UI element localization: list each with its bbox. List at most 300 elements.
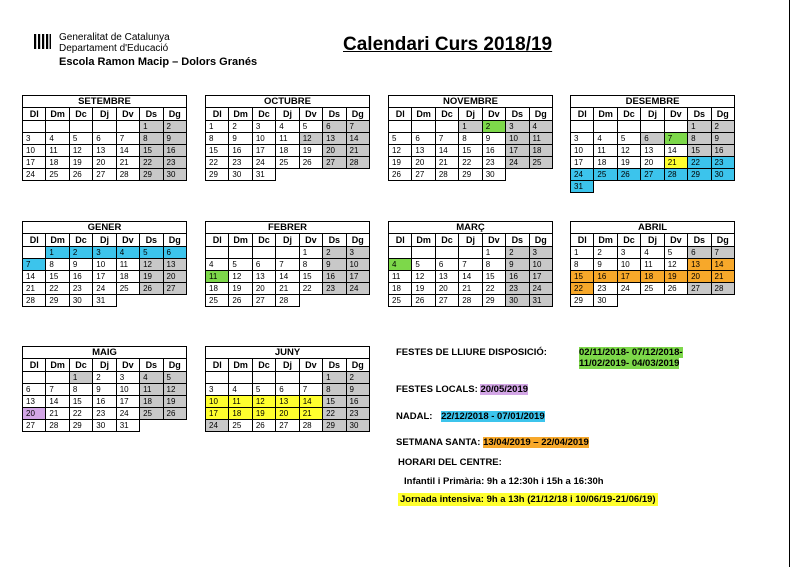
- weekday-header: Dl: [571, 234, 594, 247]
- day-cell: 6: [163, 247, 186, 259]
- org-line-2: Departament d'Educació: [59, 43, 169, 54]
- day-cell-empty: [276, 372, 299, 384]
- day-cell: 20: [276, 408, 299, 420]
- day-cell: 26: [140, 283, 163, 295]
- day-cell: 10: [506, 133, 529, 145]
- weekday-header: Dj: [459, 234, 482, 247]
- day-cell: 29: [206, 169, 229, 181]
- legend-festes-lliure-dates: [579, 347, 683, 369]
- org-line-1: Generalitat de Catalunya: [59, 32, 170, 43]
- day-cell: 28: [116, 169, 139, 181]
- day-cell: 15: [206, 145, 229, 157]
- weekday-header: Dv: [116, 234, 139, 247]
- page-right-border: [789, 0, 790, 567]
- week-row: [206, 283, 370, 295]
- day-cell-empty: [299, 295, 322, 307]
- day-cell: 11: [594, 145, 617, 157]
- day-cell: 22: [323, 408, 346, 420]
- horari-line-2: [398, 493, 658, 506]
- day-cell: 10: [93, 259, 116, 271]
- day-cell: 12: [299, 133, 322, 145]
- day-cell: 12: [252, 396, 275, 408]
- day-cell: 3: [346, 247, 369, 259]
- weekday-header: Dj: [641, 234, 664, 247]
- weekday-header: Dv: [482, 234, 505, 247]
- day-cell: 5: [617, 133, 640, 145]
- day-cell-empty: [529, 169, 552, 181]
- day-cell: 4: [116, 247, 139, 259]
- weekday-header: Ds: [140, 108, 163, 121]
- weekday-header: Dj: [641, 108, 664, 121]
- day-cell: 8: [482, 259, 505, 271]
- weekday-header: Dg: [711, 108, 734, 121]
- month-table: [22, 107, 187, 181]
- day-cell: 11: [206, 271, 229, 283]
- day-cell: 13: [163, 259, 186, 271]
- month-name: GENER: [22, 221, 187, 233]
- day-cell: 5: [664, 247, 687, 259]
- day-cell: 17: [252, 145, 275, 157]
- day-cell: 19: [69, 157, 92, 169]
- month-name: MAIG: [22, 346, 187, 358]
- month-maig: [22, 346, 187, 432]
- day-cell: 19: [299, 145, 322, 157]
- day-cell: 18: [229, 408, 252, 420]
- day-cell: 1: [140, 121, 163, 133]
- day-cell-empty: [252, 372, 275, 384]
- day-cell: 24: [206, 420, 229, 432]
- day-cell: 3: [529, 247, 552, 259]
- day-cell: 4: [140, 372, 163, 384]
- weekday-header: Dc: [252, 359, 275, 372]
- day-cell-empty: [617, 121, 640, 133]
- day-cell: 23: [163, 157, 186, 169]
- day-cell: 26: [163, 408, 186, 420]
- day-cell: 1: [46, 247, 69, 259]
- day-cell: 3: [116, 372, 139, 384]
- day-cell: 8: [571, 259, 594, 271]
- day-cell-empty: [641, 295, 664, 307]
- weekday-header: Dm: [412, 108, 435, 121]
- day-cell: 20: [435, 283, 458, 295]
- day-cell: 13: [412, 145, 435, 157]
- horari-line-2-text: Jornada intensiva: 9h a 13h (21/12/18 i 10/06/19-21/06/19): [400, 494, 656, 505]
- day-cell: 25: [389, 295, 412, 307]
- month-gener: [22, 221, 187, 307]
- day-cell: 17: [206, 408, 229, 420]
- day-cell: 4: [641, 247, 664, 259]
- day-cell: 1: [688, 121, 711, 133]
- day-cell: 31: [252, 169, 275, 181]
- day-cell: 26: [617, 169, 640, 181]
- day-cell: 18: [529, 145, 552, 157]
- day-cell: 29: [459, 169, 482, 181]
- day-cell-empty: [435, 121, 458, 133]
- day-cell-empty: [435, 247, 458, 259]
- week-row: [206, 420, 370, 432]
- day-cell: 28: [711, 283, 734, 295]
- day-cell: 28: [459, 295, 482, 307]
- day-cell-empty: [688, 181, 711, 193]
- weekday-header: Dg: [163, 108, 186, 121]
- day-cell: 19: [140, 271, 163, 283]
- week-row: [571, 271, 735, 283]
- day-cell: 14: [116, 145, 139, 157]
- weekday-header: Dv: [299, 234, 322, 247]
- weekday-header: Dm: [594, 108, 617, 121]
- weekday-header: Dg: [163, 234, 186, 247]
- day-cell: 16: [711, 145, 734, 157]
- day-cell-empty: [688, 295, 711, 307]
- day-cell: 4: [529, 121, 552, 133]
- month-novembre: [388, 95, 553, 181]
- day-cell: 31: [571, 181, 594, 193]
- week-row: [23, 247, 187, 259]
- day-cell: 15: [688, 145, 711, 157]
- day-cell: 14: [459, 271, 482, 283]
- day-cell: 7: [116, 133, 139, 145]
- day-cell-empty: [664, 295, 687, 307]
- day-cell: 28: [23, 295, 46, 307]
- day-cell: 15: [140, 145, 163, 157]
- day-cell: 5: [229, 259, 252, 271]
- day-cell-empty: [276, 247, 299, 259]
- day-cell: 7: [23, 259, 46, 271]
- day-cell: 3: [23, 133, 46, 145]
- day-cell: 12: [229, 271, 252, 283]
- week-row: [206, 157, 370, 169]
- setmana-santa-value: 13/04/2019 – 22/04/2019: [483, 437, 589, 448]
- day-cell-empty: [664, 121, 687, 133]
- day-cell: 26: [664, 283, 687, 295]
- day-cell: 26: [252, 420, 275, 432]
- month-table: [205, 233, 370, 307]
- day-cell-empty: [641, 181, 664, 193]
- day-cell: 7: [46, 384, 69, 396]
- day-cell: 25: [46, 169, 69, 181]
- festes-lliure-line-2: 11/02/2019- 04/03/2019: [579, 358, 680, 369]
- weekday-header: Dl: [206, 108, 229, 121]
- week-row: [206, 396, 370, 408]
- day-cell: 8: [140, 133, 163, 145]
- month-table: [22, 233, 187, 307]
- day-cell: 15: [323, 396, 346, 408]
- day-cell: 9: [506, 259, 529, 271]
- week-row: [571, 169, 735, 181]
- day-cell: 1: [69, 372, 92, 384]
- weekday-header: Dl: [389, 108, 412, 121]
- month-table: [570, 107, 735, 193]
- day-cell: 1: [459, 121, 482, 133]
- day-cell: 14: [711, 259, 734, 271]
- weekday-header: Ds: [323, 108, 346, 121]
- day-cell: 27: [23, 420, 46, 432]
- day-cell: 29: [482, 295, 505, 307]
- weekday-header: Dg: [346, 234, 369, 247]
- day-cell-empty: [206, 247, 229, 259]
- day-cell-empty: [412, 121, 435, 133]
- week-row: [571, 295, 735, 307]
- weekday-header: Dm: [229, 234, 252, 247]
- day-cell: 25: [116, 283, 139, 295]
- day-cell: 21: [435, 157, 458, 169]
- weekday-header: Ds: [323, 359, 346, 372]
- day-cell: 1: [299, 247, 322, 259]
- month-table: [205, 107, 370, 181]
- weekday-header: Dg: [346, 359, 369, 372]
- day-cell: 27: [93, 169, 116, 181]
- day-cell: 24: [23, 169, 46, 181]
- weekday-header: Dm: [229, 359, 252, 372]
- day-cell: 22: [571, 283, 594, 295]
- month-abril: [570, 221, 735, 307]
- day-cell: 28: [435, 169, 458, 181]
- day-cell: 26: [389, 169, 412, 181]
- week-row: [23, 259, 187, 271]
- day-cell: 30: [711, 169, 734, 181]
- day-cell: 1: [206, 121, 229, 133]
- day-cell: 28: [46, 420, 69, 432]
- week-row: [206, 145, 370, 157]
- weekday-header: Dl: [389, 234, 412, 247]
- week-row: [206, 408, 370, 420]
- day-cell: 26: [69, 169, 92, 181]
- day-cell: 28: [346, 157, 369, 169]
- day-cell: 12: [69, 145, 92, 157]
- day-cell: 29: [323, 420, 346, 432]
- day-cell: 14: [299, 396, 322, 408]
- day-cell: 18: [206, 283, 229, 295]
- day-cell-empty: [389, 121, 412, 133]
- day-cell: 24: [93, 283, 116, 295]
- day-cell: 6: [276, 384, 299, 396]
- day-cell: 20: [688, 271, 711, 283]
- day-cell: 28: [276, 295, 299, 307]
- day-cell: 6: [323, 121, 346, 133]
- week-row: [23, 145, 187, 157]
- weekday-header: Ds: [506, 234, 529, 247]
- month-setembre: [22, 95, 187, 181]
- legend-setmana-santa: [396, 437, 589, 448]
- day-cell: 23: [69, 283, 92, 295]
- day-cell: 2: [482, 121, 505, 133]
- week-row: [571, 259, 735, 271]
- day-cell-empty: [276, 169, 299, 181]
- day-cell: 3: [571, 133, 594, 145]
- day-cell-empty: [617, 295, 640, 307]
- weekday-header: Dc: [69, 234, 92, 247]
- weekday-header: Dv: [299, 359, 322, 372]
- weekday-header: Dg: [163, 359, 186, 372]
- day-cell: 29: [688, 169, 711, 181]
- day-cell: 11: [229, 396, 252, 408]
- day-cell: 29: [571, 295, 594, 307]
- school-name: Escola Ramon Macip – Dolors Granés: [59, 56, 258, 68]
- day-cell: 12: [163, 384, 186, 396]
- day-cell-empty: [571, 121, 594, 133]
- day-cell: 10: [346, 259, 369, 271]
- day-cell: 25: [276, 157, 299, 169]
- month-febrer: [205, 221, 370, 307]
- day-cell-empty: [299, 372, 322, 384]
- day-cell: 21: [276, 283, 299, 295]
- day-cell: 22: [206, 157, 229, 169]
- day-cell: 27: [412, 169, 435, 181]
- day-cell-empty: [23, 247, 46, 259]
- week-row: [23, 384, 187, 396]
- week-row: [389, 121, 553, 133]
- day-cell: 17: [93, 271, 116, 283]
- day-cell: 2: [594, 247, 617, 259]
- day-cell: 15: [69, 396, 92, 408]
- day-cell: 25: [594, 169, 617, 181]
- day-cell-empty: [617, 181, 640, 193]
- day-cell-empty: [711, 181, 734, 193]
- day-cell: 16: [506, 271, 529, 283]
- day-cell: 27: [323, 157, 346, 169]
- day-cell: 11: [140, 384, 163, 396]
- day-cell: 9: [594, 259, 617, 271]
- horari-line-1: Infantil i Primària: 9h a 12:30h i 15h a 16:30h: [404, 476, 604, 487]
- day-cell: 12: [617, 145, 640, 157]
- day-cell: 20: [641, 157, 664, 169]
- day-cell: 29: [46, 295, 69, 307]
- weekday-header: Dv: [299, 108, 322, 121]
- weekday-header: Dm: [412, 234, 435, 247]
- day-cell: 21: [664, 157, 687, 169]
- weekday-header: Dv: [116, 108, 139, 121]
- day-cell: 30: [93, 420, 116, 432]
- day-cell: 26: [299, 157, 322, 169]
- day-cell: 6: [252, 259, 275, 271]
- weekday-header: Ds: [140, 234, 163, 247]
- month-name: DESEMBRE: [570, 95, 735, 107]
- day-cell: 24: [506, 157, 529, 169]
- day-cell: 5: [412, 259, 435, 271]
- week-row: [389, 259, 553, 271]
- day-cell: 13: [252, 271, 275, 283]
- day-cell: 3: [93, 247, 116, 259]
- day-cell: 29: [140, 169, 163, 181]
- day-cell: 5: [140, 247, 163, 259]
- day-cell: 25: [641, 283, 664, 295]
- week-row: [206, 259, 370, 271]
- day-cell: 12: [389, 145, 412, 157]
- weekday-header: Dg: [711, 234, 734, 247]
- day-cell-empty: [346, 295, 369, 307]
- day-cell-empty: [140, 295, 163, 307]
- day-cell-empty: [346, 169, 369, 181]
- day-cell: 7: [276, 259, 299, 271]
- week-row: [571, 145, 735, 157]
- day-cell: 13: [323, 133, 346, 145]
- day-cell: 15: [459, 145, 482, 157]
- day-cell: 27: [163, 283, 186, 295]
- day-cell: 31: [116, 420, 139, 432]
- weekday-header: Dj: [276, 108, 299, 121]
- day-cell: 22: [299, 283, 322, 295]
- day-cell: 14: [46, 396, 69, 408]
- week-row: [23, 121, 187, 133]
- day-cell-empty: [711, 295, 734, 307]
- day-cell: 11: [641, 259, 664, 271]
- day-cell: 6: [412, 133, 435, 145]
- day-cell: 20: [412, 157, 435, 169]
- weekday-header: Dv: [664, 108, 687, 121]
- day-cell-empty: [23, 372, 46, 384]
- week-row: [389, 169, 553, 181]
- day-cell-empty: [594, 181, 617, 193]
- day-cell: 11: [389, 271, 412, 283]
- day-cell: 6: [435, 259, 458, 271]
- day-cell-empty: [229, 372, 252, 384]
- setmana-santa-label: SETMANA SANTA:: [396, 437, 481, 448]
- day-cell: 17: [529, 271, 552, 283]
- day-cell: 14: [435, 145, 458, 157]
- month-table: [570, 233, 735, 307]
- month-name: ABRIL: [570, 221, 735, 233]
- festes-locals-value: 20/05/2019: [480, 384, 529, 395]
- weekday-header: Dl: [23, 234, 46, 247]
- day-cell: 2: [163, 121, 186, 133]
- weekday-header: Dg: [529, 108, 552, 121]
- day-cell: 13: [93, 145, 116, 157]
- month-name: OCTUBRE: [205, 95, 370, 107]
- day-cell: 22: [688, 157, 711, 169]
- day-cell-empty: [664, 181, 687, 193]
- day-cell: 19: [617, 157, 640, 169]
- weekday-header: Dc: [435, 234, 458, 247]
- festes-locals-colon: :: [474, 384, 478, 395]
- day-cell: 27: [252, 295, 275, 307]
- weekday-header: Dj: [459, 108, 482, 121]
- day-cell: 26: [229, 295, 252, 307]
- day-cell-empty: [252, 247, 275, 259]
- day-cell-empty: [594, 121, 617, 133]
- day-cell: 9: [482, 133, 505, 145]
- month-name: FEBRER: [205, 221, 370, 233]
- festes-locals-label: FESTES LOCALS: [396, 384, 475, 395]
- weekday-header: Dj: [93, 108, 116, 121]
- day-cell: 1: [482, 247, 505, 259]
- day-cell: 8: [299, 259, 322, 271]
- day-cell: 16: [323, 271, 346, 283]
- day-cell: 2: [69, 247, 92, 259]
- day-cell: 18: [46, 157, 69, 169]
- day-cell: 21: [346, 145, 369, 157]
- day-cell: 24: [617, 283, 640, 295]
- weekday-header: Dm: [46, 234, 69, 247]
- day-cell: 18: [140, 396, 163, 408]
- day-cell: 19: [163, 396, 186, 408]
- week-row: [571, 157, 735, 169]
- day-cell: 16: [346, 396, 369, 408]
- day-cell: 21: [459, 283, 482, 295]
- day-cell: 5: [69, 133, 92, 145]
- week-row: [23, 408, 187, 420]
- week-row: [23, 283, 187, 295]
- day-cell: 17: [116, 396, 139, 408]
- day-cell: 9: [323, 259, 346, 271]
- week-row: [571, 247, 735, 259]
- day-cell: 3: [206, 384, 229, 396]
- day-cell: 2: [346, 372, 369, 384]
- day-cell: 7: [664, 133, 687, 145]
- day-cell: 9: [346, 384, 369, 396]
- weekday-header: Dj: [276, 359, 299, 372]
- week-row: [206, 121, 370, 133]
- day-cell: 7: [346, 121, 369, 133]
